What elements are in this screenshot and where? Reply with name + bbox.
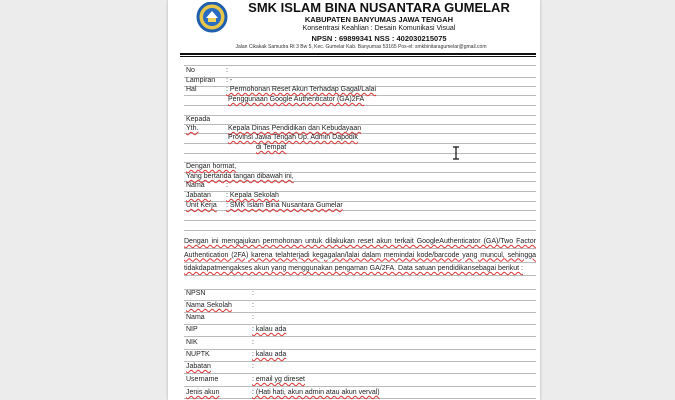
intro-line[interactable]: Yang bertanda tangan dibawah ini, (186, 173, 294, 180)
jabatan-label: Jabatan (186, 192, 211, 199)
rule-line (184, 289, 536, 290)
field-nik-value[interactable]: : (252, 339, 254, 346)
rule-line (184, 373, 536, 374)
header-rule-thick (180, 53, 536, 55)
rule-line (184, 300, 536, 301)
school-ids: NPSN : 69899341 NSS : 402030215075 (311, 34, 447, 43)
unit-value[interactable]: : SMK Islam Bina Nusantara Gumelar (226, 202, 343, 209)
rule-line (184, 361, 536, 362)
field-nama-label: Nama (186, 314, 205, 321)
rule-line (184, 349, 536, 350)
rule-line (184, 336, 536, 337)
school-regency: KABUPATEN BANYUMAS JAWA TENGAH (304, 15, 454, 24)
rule-line (184, 143, 536, 144)
field-jabatan-value[interactable]: : (252, 363, 254, 370)
rule-line (184, 220, 536, 221)
recipient-line1[interactable]: Kepala Dinas Pendidikan dan Kebudayaan (228, 125, 362, 132)
hal-value-line1[interactable]: : Permohonan Reset Akun Terhadap Gagal/Lalai (226, 86, 377, 93)
field-nip-value[interactable]: : kalau ada (252, 326, 287, 333)
field-nuptk-label: NUPTK (186, 351, 210, 358)
text-cursor-icon (452, 146, 460, 160)
field-npsn-value[interactable]: : (252, 290, 254, 297)
rule-line (184, 162, 536, 163)
school-name: SMK ISLAM BINA NUSANTARA GUMELAR (248, 0, 510, 15)
rule-line (184, 181, 536, 182)
field-npsn-label: NPSN (186, 290, 206, 297)
school-address: Jalan Cikakak Samudra Rt 3 Bw 5, Kec. Gumelar Kab. Banyumas 53165 Pos-el: smkbinitaragumelar@gmail.com (235, 44, 487, 50)
rule-line (184, 324, 536, 325)
hal-label: Hal (186, 86, 197, 93)
jabatan-value[interactable]: : Kepala Sekolah (226, 192, 279, 199)
field-username-value[interactable]: : email yg direset (252, 376, 305, 383)
nama-label: Nama (186, 182, 205, 189)
field-jenis-akun-value[interactable]: : (Hati hati, akun admin atau akun verval) (252, 389, 380, 396)
document-page (168, 0, 540, 400)
recipient-line3[interactable]: di Tempat (256, 144, 287, 151)
lampiran-label: Lampiran (186, 77, 216, 84)
rule-line (184, 312, 536, 313)
unit-label: Unit Kerja (186, 202, 217, 209)
rule-line (184, 105, 536, 106)
rule-line (184, 65, 536, 66)
field-nik-label: NIK (186, 339, 198, 346)
rule-line (184, 153, 536, 154)
field-nama-value[interactable]: : (252, 314, 254, 321)
hal-value-line2[interactable]: Penggunaan Google Authenticator (GA)2FA (228, 96, 365, 103)
kepada-label: Kepada (186, 116, 211, 123)
recipient-line2[interactable]: Provinsi Jawa Tengah Up. Admin Dapodik (228, 134, 358, 141)
field-nuptk-value[interactable]: : kalau ada (252, 351, 287, 358)
no-value[interactable]: : (226, 67, 228, 74)
field-nama-sekolah-label: Nama Sekolah (186, 302, 232, 309)
rule-line (184, 230, 536, 231)
yth-label: Yth. (186, 125, 199, 132)
rule-line (184, 398, 536, 399)
field-nama-sekolah-value[interactable]: : (252, 302, 254, 309)
no-label: No (186, 67, 195, 74)
rule-line (184, 386, 536, 387)
field-jenis-akun-label: Jenis akun (186, 389, 220, 396)
body-paragraph[interactable]: Dengan ini mengajukan permohonan untuk dilakukan reset akun terkait GoogleAuthenticator (GA)/Two Factor Authentication (2FA) karena telahterjadi kegagalan/lalai dalam memindai kode/barcode yang muncul, sehingga tidakdapatmengakses akun yang menggunakan pengaman GA/2FA. Data satuan pendidikansebagai berikut : (184, 238, 536, 272)
salutation[interactable]: Dengan hormat, (186, 163, 237, 170)
field-jabatan-label: Jabatan (186, 363, 211, 370)
field-username-label: Username (186, 376, 219, 383)
school-program: Konsentrasi Keahlian : Desain Komunikasi Visual (302, 25, 456, 32)
field-nip-label: NIP (186, 326, 198, 333)
nama-value[interactable]: : (226, 182, 228, 189)
lampiran-value[interactable]: : - (226, 77, 233, 84)
rule-line (184, 115, 536, 116)
rule-line (184, 210, 536, 211)
rule-line (184, 77, 536, 78)
header-rule-thin (180, 56, 536, 57)
